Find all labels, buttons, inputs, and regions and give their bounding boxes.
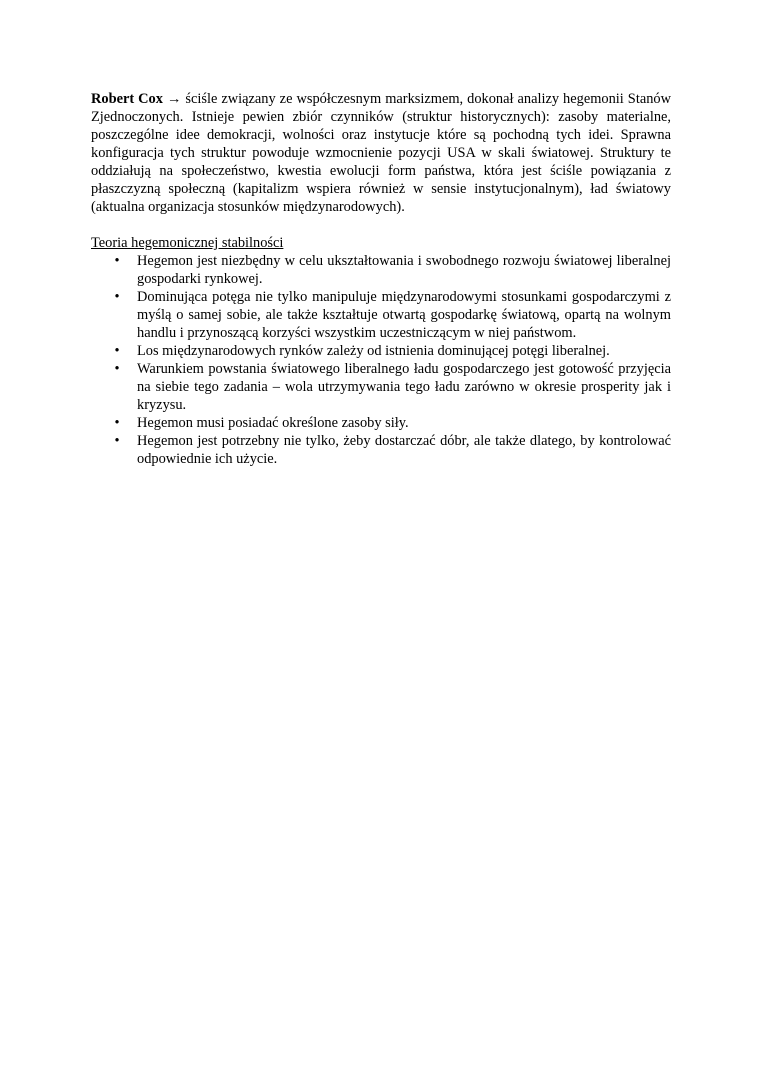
list-item <box>91 432 671 468</box>
list-item-text: Warunkiem powstania światowego liberalnego ładu gospodarczego jest gotowość przyjęcia na siebie tego zadania – wola utrzymywania tego ładu zarówno w okresie prosperity jak i kryzysu. <box>137 361 671 413</box>
bullet-icon: • <box>114 433 120 449</box>
list-item <box>91 252 671 288</box>
list-item-text: Hegemon jest niezbędny w celu ukształtowania i swobodnego rozwoju światowej liberalnej gospodarki rynkowej. <box>137 253 671 287</box>
list-item <box>91 360 671 414</box>
intro-paragraph <box>91 90 671 216</box>
document-page <box>91 90 671 468</box>
bullet-icon: • <box>114 361 120 377</box>
bullet-icon: • <box>114 415 120 431</box>
bullet-icon: • <box>114 289 120 305</box>
list-item-text: Los międzynarodowych rynków zależy od istnienia dominującej potęgi liberalnej. <box>137 343 610 359</box>
list-item <box>91 342 671 360</box>
author-name: Robert Cox <box>91 91 163 107</box>
bullet-icon: • <box>114 343 120 359</box>
list-item-text: Dominująca potęga nie tylko manipuluje międzynarodowymi stosunkami gospodarczymi z myślą o samej sobie, ale także kształtuje otwartą gospodarkę światową, opartą na wolnym handlu i przynoszącą korzyści wszystkim uczestniczącym w niej państwom. <box>137 289 671 341</box>
list-item <box>91 414 671 432</box>
section-title: Teoria hegemonicznej stabilności <box>91 235 284 251</box>
list-item-text: Hegemon musi posiadać określone zasoby siły. <box>137 415 409 431</box>
list-item-text: Hegemon jest potrzebny nie tylko, żeby dostarczać dóbr, ale także dlatego, by kontrolować odpowiednie ich użycie. <box>137 433 671 467</box>
intro-text: → ściśle związany ze współczesnym marksizmem, dokonał analizy hegemonii Stanów Zjednoczonych. Istnieje pewien zbiór czynników (struktur historycznych): zasoby materialne, poszczególne idee demokracji, wolności oraz instytucje które są pochodną tych idei. Sprawna konfiguracja tych struktur powoduje wzmocnienie pozycji USA w skali światowej. Struktury te oddziałują na społeczeństwo, kwestia ewolucji form państwa, która jest ściśle powiązania z płaszczyzną społeczną (kapitalizm wspiera również w sensie instytucjonalnym), ład światowy (aktualna organizacja stosunków międzynarodowych). <box>91 91 671 215</box>
bullet-icon: • <box>114 253 120 269</box>
bullet-list <box>91 252 671 468</box>
list-item <box>91 288 671 342</box>
